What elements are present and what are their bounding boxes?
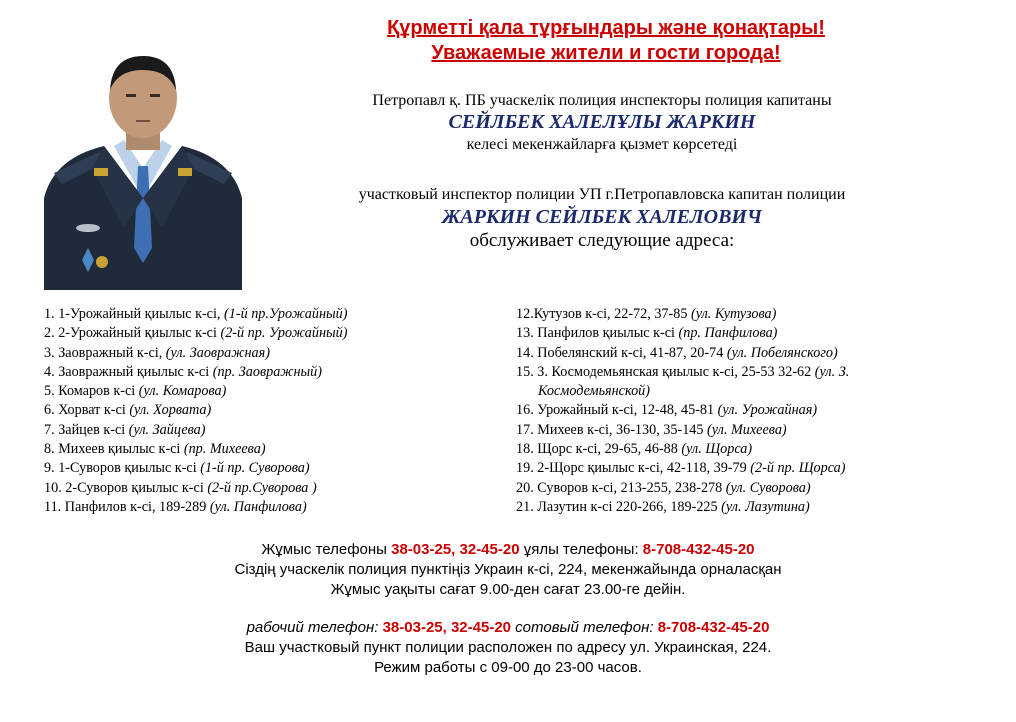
ru-work-phone-label: рабочий телефон: [246, 619, 383, 636]
list-item: 17. Михеев к-сі, 36-130, 35-145 (ул. Михеева) [516, 421, 787, 438]
kz-mobile-phone: 8-708-432-45-20 [642, 541, 755, 558]
list-item: 12.Кутузов к-сі, 22-72, 37-85 (ул. Кутузова) [516, 306, 777, 322]
kz-location: Сіздің учаскелік полиция пунктіңіз Украин к-сі, 224, мекенжайында орналасқан [234, 561, 782, 578]
russian-title: Уважаемые жители и гости города! [431, 42, 781, 64]
list-item: 16. Урожайный к-сі, 12-48, 45-81 (ул. Урожайная) [516, 402, 818, 419]
kz-phones-line [120, 540, 896, 560]
kz-work-phone-label: Жұмыс телефоны [261, 541, 392, 558]
kz-serves: келесі мекенжайларға қызмет көрсетеді [466, 136, 738, 153]
ru-work-phone: 38-03-25, 32-45-20 [382, 619, 512, 636]
ru-phones-line [120, 618, 896, 638]
list-item: 18. Щорс к-сі, 29-65, 46-88 (ул. Щорса) [516, 441, 753, 458]
ru-location: Ваш участковый пункт полиции расположен по адресу ул. Украинская, 224. [244, 639, 772, 656]
list-item: 19. 2-Щорс қиылыс к-сі, 42-118, 39-79 (2-й пр. Щорса) [516, 460, 846, 477]
list-item: 6. Хорват к-сі (ул. Хорвата) [44, 402, 212, 419]
kz-intro: Петропавл қ. ПБ учаскелік полиция инспекторы полиция капитаны [372, 92, 832, 109]
kz-officer-name: СЕЙЛБЕК ХАЛЕЛҰЛЫ ЖАРКИН [448, 111, 756, 133]
list-item: 20. Суворов к-сі, 213-255, 238-278 (ул. Суворова) [516, 479, 811, 496]
ru-mobile-phone: 8-708-432-45-20 [657, 619, 770, 636]
kazakh-title: Құрметті қала тұрғындары және қонақтары! [387, 17, 825, 39]
address-list-right [516, 305, 954, 517]
list-item: 4. Заовражный қиылыс к-сі (пр. Заовражный) [44, 363, 322, 380]
list-item: 15. З. Космодемьянская қиылыс к-сі, 25-53 32-62 (ул. З. [516, 363, 850, 380]
list-item: 3. Заовражный к-сі, (ул. Заовражная) [44, 344, 270, 361]
kz-work-phone: 38-03-25, 32-45-20 [391, 541, 520, 558]
ru-intro: участковый инспектор полиции УП г.Петропавловска капитан полиции [358, 186, 846, 203]
list-item: 13. Панфилов қиылыс к-сі (пр. Панфилова) [516, 325, 778, 342]
ru-officer-name: ЖАРКИН СЕЙЛБЕК ХАЛЕЛОВИЧ [442, 206, 762, 228]
list-item: 8. Михеев қиылыс к-сі (пр. Михеева) [44, 441, 266, 458]
ru-mobile-label: сотовый телефон: [511, 619, 658, 636]
ru-hours: Режим работы с 09-00 до 23-00 часов. [374, 659, 642, 676]
list-item: 11. Панфилов к-сі, 189-289 (ул. Панфилова) [44, 498, 307, 515]
list-item: 7. Зайцев к-сі (ул. Зайцева) [44, 421, 206, 438]
list-item: 5. Комаров к-сі (ул. Комарова) [44, 383, 227, 400]
list-item-continuation: Космодемьянской) [538, 383, 650, 400]
list-item: 10. 2-Суворов қиылыс к-сі (2-й пр.Суворова ) [44, 479, 317, 496]
kz-mobile-label: ұялы телефоны: [519, 541, 643, 558]
kz-hours: Жұмыс уақыты сағат 9.00-ден сағат 23.00-ге дейін. [330, 581, 686, 598]
list-item: 9. 1-Суворов қиылыс к-сі (1-й пр. Суворова) [44, 460, 310, 477]
ru-serves: обслуживает следующие адреса: [469, 230, 735, 251]
officer-photo [44, 48, 242, 290]
list-item: 21. Лазутин к-сі 220-266, 189-225 (ул. Лазутина) [516, 498, 810, 515]
list-item: 2. 2-Урожайный қиылыс к-сі (2-й пр. Урожайный) [44, 325, 348, 342]
address-list-left [44, 305, 484, 517]
list-item: 14. Побелянский к-сі, 41-87, 20-74 (ул. Побелянского) [516, 344, 838, 361]
list-item: 1. 1-Урожайный қиылыс к-сі, (1-й пр.Урожайный) [44, 306, 348, 322]
